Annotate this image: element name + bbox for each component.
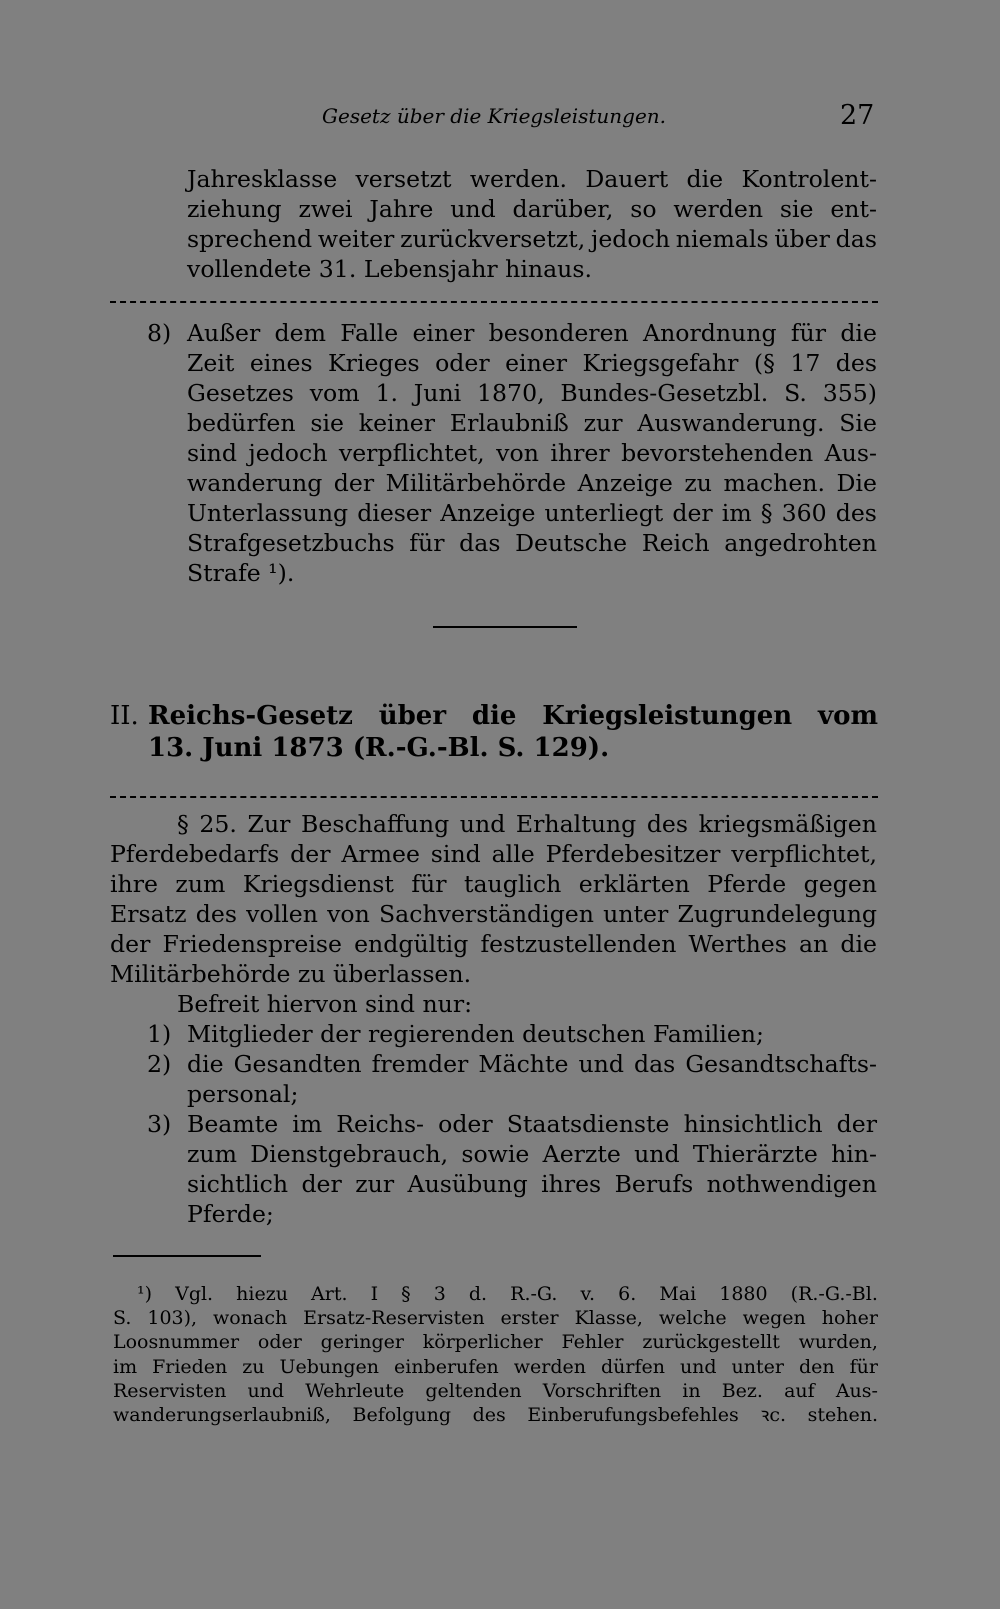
word: § bbox=[177, 810, 189, 838]
footnote-line bbox=[113, 1403, 878, 1427]
word: angedrohten bbox=[724, 529, 877, 557]
word: kriegsmäßigen bbox=[698, 810, 877, 838]
word: bevorstehenden bbox=[621, 439, 814, 467]
word: welche bbox=[658, 1307, 727, 1330]
exemption-item-2 bbox=[147, 1049, 877, 1109]
word: verpflichtet, bbox=[338, 439, 485, 467]
word: sind bbox=[187, 439, 237, 467]
word: Pferdebesitzer bbox=[545, 840, 721, 868]
footnote-line bbox=[113, 1379, 878, 1403]
word: geltenden bbox=[425, 1379, 522, 1402]
word: und bbox=[679, 1355, 717, 1378]
word: Anzeige bbox=[577, 469, 673, 497]
text-line bbox=[187, 1169, 877, 1199]
paragraph-25 bbox=[110, 809, 877, 1019]
word: zum bbox=[175, 870, 226, 898]
text-line bbox=[187, 1109, 877, 1139]
word: Die bbox=[836, 469, 877, 497]
word: unter bbox=[731, 1355, 784, 1378]
word: Beamte bbox=[187, 1110, 279, 1138]
word: Anzeige bbox=[440, 499, 536, 527]
word: zurückgestellt bbox=[642, 1331, 780, 1354]
word: hoher bbox=[821, 1307, 878, 1330]
word: und bbox=[247, 1379, 285, 1402]
word: das bbox=[634, 1050, 676, 1078]
word: Gesandten bbox=[233, 1050, 362, 1078]
text-line bbox=[187, 438, 877, 468]
word: Aerzte bbox=[542, 1140, 621, 1168]
word: Jahresklasse bbox=[187, 165, 338, 193]
word: Aus- bbox=[835, 1379, 878, 1402]
word: verpflichtet, bbox=[731, 840, 877, 868]
text-line bbox=[187, 194, 877, 224]
word: ziehung bbox=[187, 195, 282, 223]
word: unter bbox=[603, 900, 669, 928]
word: Gesandtschafts- bbox=[685, 1050, 877, 1078]
text-line bbox=[187, 1049, 877, 1079]
word: zur bbox=[583, 409, 623, 437]
item-number: 8) bbox=[147, 319, 172, 347]
word: 17 bbox=[790, 349, 821, 377]
word: R.-G. bbox=[510, 1283, 558, 1305]
word: der bbox=[836, 1110, 877, 1138]
word: von bbox=[327, 900, 370, 928]
word: vom bbox=[309, 379, 360, 407]
footnote-line bbox=[113, 1282, 878, 1306]
word: Loosnummer bbox=[113, 1331, 240, 1354]
word: 25. bbox=[199, 810, 237, 838]
word: Klasse, bbox=[574, 1307, 643, 1330]
word: und bbox=[459, 810, 506, 838]
word: Thierärzte bbox=[692, 1140, 818, 1168]
word: d. bbox=[468, 1283, 488, 1305]
word: sind bbox=[430, 840, 481, 868]
word: wegen bbox=[742, 1307, 806, 1330]
section-divider bbox=[433, 626, 577, 628]
text-line bbox=[187, 318, 877, 348]
word: Berufs bbox=[614, 1170, 694, 1198]
word: für bbox=[849, 1355, 878, 1378]
word: 1. bbox=[375, 379, 398, 407]
word: Zeit bbox=[187, 349, 235, 377]
text-line bbox=[110, 839, 877, 869]
text-line: personal; bbox=[187, 1080, 299, 1108]
text-line bbox=[110, 899, 877, 929]
word: der bbox=[110, 930, 151, 958]
word: das bbox=[459, 529, 501, 557]
word: oder bbox=[435, 349, 490, 377]
word: § bbox=[760, 499, 773, 527]
section-title-line-2: 13. Juni 1873 (R.-G.-Bl. S. 129). bbox=[148, 733, 610, 763]
running-title: Gesetz über die Kriegsleistungen. bbox=[322, 104, 667, 128]
exemption-item-3 bbox=[147, 1109, 877, 1229]
word: Bez. bbox=[721, 1379, 763, 1402]
word: für bbox=[409, 529, 445, 557]
word: Auswanderung. bbox=[637, 409, 825, 437]
word: Jahre bbox=[369, 195, 434, 223]
word: unterliegt bbox=[544, 499, 664, 527]
footnote bbox=[113, 1282, 878, 1427]
word: von bbox=[496, 439, 539, 467]
text-line bbox=[187, 164, 877, 194]
text-line bbox=[187, 498, 877, 528]
footnote-line bbox=[113, 1306, 878, 1330]
footnote-rule bbox=[113, 1255, 261, 1257]
word: (§ bbox=[753, 349, 775, 377]
item-number: 3) bbox=[147, 1110, 172, 1138]
word: § bbox=[401, 1283, 411, 1305]
word: Vorschriften bbox=[542, 1379, 662, 1402]
word: Reich bbox=[641, 529, 710, 557]
dashed-separator bbox=[110, 301, 878, 305]
word: Vgl. bbox=[175, 1283, 214, 1305]
word: Reservisten bbox=[113, 1379, 227, 1402]
word: Dienstgebrauch, bbox=[250, 1140, 449, 1168]
word: 6. bbox=[618, 1283, 637, 1305]
word: zurückversetzt, bbox=[400, 225, 586, 253]
text-line: Strafe ¹). bbox=[187, 559, 295, 587]
word: Dauert bbox=[585, 165, 669, 193]
word: des bbox=[195, 900, 237, 928]
footnote-line bbox=[113, 1330, 878, 1354]
word: die bbox=[187, 1050, 224, 1078]
word: Befolgung bbox=[352, 1404, 452, 1427]
text-line bbox=[187, 1139, 877, 1169]
word: Reichs- bbox=[336, 1110, 425, 1138]
word: gegen bbox=[803, 870, 877, 898]
word: erklärten bbox=[578, 870, 690, 898]
text-line: Mitglieder der regierenden deutschen Familien; bbox=[187, 1020, 764, 1048]
word: Falle bbox=[340, 319, 399, 347]
word: nothwendigen bbox=[706, 1170, 877, 1198]
word: ent- bbox=[830, 195, 877, 223]
word: und bbox=[450, 195, 496, 223]
text-line: Militärbehörde zu überlassen. bbox=[110, 960, 472, 988]
word: Anordnung bbox=[643, 319, 777, 347]
word: S. bbox=[113, 1307, 132, 1330]
word: alle bbox=[491, 840, 535, 868]
word: die bbox=[840, 319, 877, 347]
page-number: 27 bbox=[840, 100, 875, 131]
word: Art. bbox=[311, 1283, 348, 1305]
dashed-separator bbox=[110, 796, 878, 800]
word: zum bbox=[187, 1140, 237, 1168]
word: endgültig bbox=[354, 930, 469, 958]
word: v. bbox=[580, 1283, 596, 1305]
word: 1870, bbox=[477, 379, 545, 407]
text-line bbox=[187, 468, 877, 498]
word: sowie bbox=[461, 1140, 530, 1168]
word: bedürfen bbox=[187, 409, 296, 437]
word: Einberufungsbefehles bbox=[527, 1404, 739, 1427]
word: I bbox=[370, 1283, 379, 1305]
word: besonderen bbox=[488, 319, 629, 347]
word: (R.-G.-Bl. bbox=[790, 1283, 878, 1305]
word: 103), bbox=[147, 1307, 198, 1330]
word: Erhaltung bbox=[515, 810, 637, 838]
word: niemals bbox=[675, 225, 769, 253]
word: Zugrundelegung bbox=[677, 900, 877, 928]
word: Strafgesetzbuchs bbox=[187, 529, 395, 557]
word: im bbox=[292, 1110, 323, 1138]
word: körperlicher bbox=[422, 1331, 543, 1354]
word: Kriegsgefahr bbox=[582, 349, 739, 377]
word: machen. bbox=[723, 469, 825, 497]
word: Armee bbox=[341, 840, 420, 868]
word: der bbox=[290, 840, 331, 868]
word: Ausübung bbox=[407, 1170, 528, 1198]
word: zwei bbox=[298, 195, 353, 223]
word: oder bbox=[257, 1331, 302, 1354]
word: dieser bbox=[357, 499, 432, 527]
word: Wehrleute bbox=[305, 1379, 405, 1402]
word: Bundes-Gesetzbl. bbox=[560, 379, 769, 407]
text-line bbox=[177, 809, 877, 839]
word: jedoch bbox=[248, 439, 328, 467]
word: einer bbox=[505, 349, 568, 377]
word: erster bbox=[500, 1307, 559, 1330]
word: im bbox=[113, 1355, 138, 1378]
word: Werthes bbox=[688, 930, 787, 958]
exempt-intro: Befreit hiervon sind nur: bbox=[177, 990, 473, 1018]
word: darüber, bbox=[512, 195, 614, 223]
word: an bbox=[798, 930, 829, 958]
word: stehen. bbox=[807, 1404, 878, 1427]
section-title-line-1: Reichs-Gesetz über die Kriegsleistungen vom bbox=[148, 701, 878, 731]
word: eines bbox=[249, 349, 313, 377]
word: Kontrolent- bbox=[741, 165, 877, 193]
word: 360 bbox=[781, 499, 827, 527]
word: weiter bbox=[317, 225, 395, 253]
word: ihres bbox=[541, 1170, 602, 1198]
word: sie bbox=[310, 409, 344, 437]
word: dürfen bbox=[600, 1355, 665, 1378]
word: jedoch bbox=[591, 225, 671, 253]
word: einer bbox=[412, 319, 475, 347]
footnote-line bbox=[113, 1355, 878, 1379]
word: für bbox=[411, 870, 447, 898]
word: zu bbox=[242, 1355, 265, 1378]
word: Mai bbox=[659, 1283, 697, 1305]
word: das bbox=[835, 225, 877, 253]
word: wanderung bbox=[187, 469, 323, 497]
word: Fehler bbox=[561, 1331, 624, 1354]
word: und bbox=[634, 1140, 680, 1168]
word: 3 bbox=[433, 1283, 446, 1305]
word: tauglich bbox=[463, 870, 562, 898]
text-line bbox=[110, 869, 877, 899]
word: der bbox=[333, 469, 375, 497]
word: des bbox=[646, 810, 688, 838]
word: Uebungen bbox=[279, 1355, 380, 1378]
word: Friedenspreise bbox=[162, 930, 342, 958]
word: des bbox=[472, 1404, 506, 1427]
word: sie bbox=[779, 195, 814, 223]
word: Zur bbox=[247, 810, 291, 838]
word: Beschaffung bbox=[301, 810, 450, 838]
word: zu bbox=[684, 469, 712, 497]
word: hiezu bbox=[236, 1283, 288, 1305]
word: geringer bbox=[320, 1331, 404, 1354]
word: im bbox=[721, 499, 752, 527]
word: Sachverständigen bbox=[379, 900, 594, 928]
word: des bbox=[835, 349, 877, 377]
word: ihrer bbox=[550, 439, 610, 467]
word: über bbox=[774, 225, 830, 253]
text-line bbox=[187, 348, 877, 378]
word: für bbox=[790, 319, 827, 347]
word: Pferdebedarfs bbox=[110, 840, 280, 868]
word: werden. bbox=[469, 165, 568, 193]
word: und bbox=[578, 1050, 624, 1078]
word: Ersatz bbox=[110, 900, 187, 928]
word: oder bbox=[438, 1110, 493, 1138]
word: ꝛc. bbox=[760, 1404, 787, 1427]
word: fremder bbox=[371, 1050, 469, 1078]
word: hin- bbox=[831, 1140, 877, 1168]
word: einberufen bbox=[394, 1355, 499, 1378]
word: ihre bbox=[110, 870, 158, 898]
word: ¹) bbox=[137, 1283, 153, 1305]
page-header bbox=[0, 100, 1000, 144]
continuation-paragraph bbox=[187, 164, 877, 284]
word: Pferde bbox=[707, 870, 787, 898]
word: S. bbox=[784, 379, 807, 407]
text-line: vollendete 31. Lebensjahr hinaus. bbox=[187, 255, 592, 283]
word: Krieges bbox=[328, 349, 420, 377]
word: des bbox=[835, 499, 877, 527]
word: den bbox=[798, 1355, 835, 1378]
word: dem bbox=[274, 319, 326, 347]
word: Militärbehörde bbox=[385, 469, 567, 497]
word: Kriegsdienst bbox=[242, 870, 394, 898]
word: Juni bbox=[413, 379, 462, 407]
word: Gesetzes bbox=[187, 379, 294, 407]
word: in bbox=[682, 1379, 701, 1402]
text-line bbox=[187, 378, 877, 408]
word: festzustellenden bbox=[480, 930, 677, 958]
word: Frieden bbox=[152, 1355, 228, 1378]
section-numeral: II. bbox=[110, 701, 139, 731]
exemption-item-1 bbox=[147, 1019, 877, 1049]
text-line bbox=[110, 929, 877, 959]
item-number: 1) bbox=[147, 1020, 172, 1048]
word: vollen bbox=[246, 900, 318, 928]
word: sichtlich bbox=[187, 1170, 289, 1198]
word: wanderungserlaubniß, bbox=[113, 1404, 331, 1427]
word: 1880 bbox=[719, 1283, 768, 1305]
word: auf bbox=[784, 1379, 815, 1402]
word: wonach bbox=[213, 1307, 288, 1330]
word: zur bbox=[355, 1170, 395, 1198]
word: Außer bbox=[187, 319, 261, 347]
word: Mächte bbox=[478, 1050, 569, 1078]
word: werden bbox=[673, 195, 764, 223]
word: Deutsche bbox=[515, 529, 628, 557]
word: werden bbox=[513, 1355, 586, 1378]
word: Erlaubniß bbox=[449, 409, 569, 437]
word: der bbox=[301, 1170, 342, 1198]
word: so bbox=[630, 195, 657, 223]
text-line: Pferde; bbox=[187, 1200, 274, 1228]
word: versetzt bbox=[355, 165, 452, 193]
word: Aus- bbox=[824, 439, 877, 467]
word: Ersatz-Reservisten bbox=[303, 1307, 485, 1330]
word: Staatsdienste bbox=[506, 1110, 670, 1138]
section-heading bbox=[110, 700, 878, 764]
word: sprechend bbox=[187, 225, 313, 253]
word: wurden, bbox=[798, 1331, 878, 1354]
text-line bbox=[187, 408, 877, 438]
text-line bbox=[187, 224, 877, 254]
item-number: 2) bbox=[147, 1050, 172, 1078]
item-8 bbox=[147, 318, 877, 588]
word: Sie bbox=[839, 409, 877, 437]
word: 355) bbox=[822, 379, 877, 407]
word: hinsichtlich bbox=[683, 1110, 823, 1138]
word: Unterlassung bbox=[187, 499, 349, 527]
word: die bbox=[686, 165, 724, 193]
word: der bbox=[672, 499, 713, 527]
word: die bbox=[840, 930, 877, 958]
text-line bbox=[187, 528, 877, 558]
word: keiner bbox=[358, 409, 436, 437]
